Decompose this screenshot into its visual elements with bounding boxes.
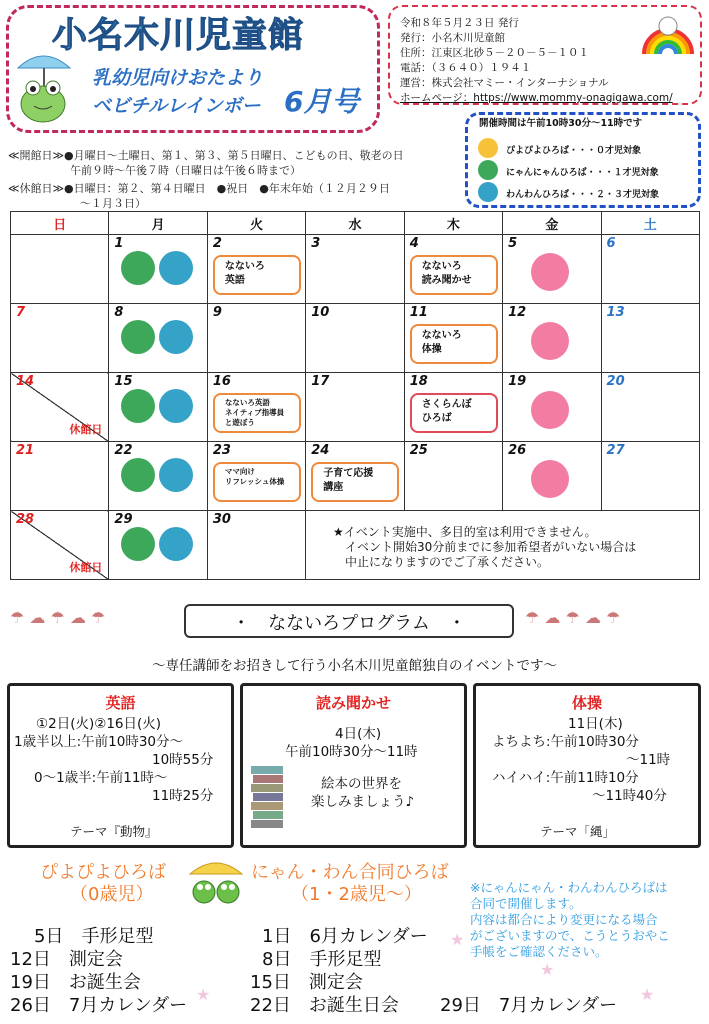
- calendar-day: [503, 442, 601, 511]
- calendar-day: [207, 511, 305, 580]
- day-number: 2: [212, 236, 222, 251]
- event-label: ママ向け リフレッシュ体操: [213, 462, 301, 502]
- day-number: 10: [311, 305, 330, 320]
- open-hours: 午前９時～午後７時（日曜日は午後６時まで）: [70, 164, 301, 177]
- page-title: 小名木川児童館: [52, 16, 305, 56]
- exercise-time1: よちよち:午前10時30分: [492, 734, 639, 750]
- closed-days-cont: ～１月３日）: [80, 197, 146, 210]
- program-english: [7, 683, 234, 848]
- hiroba-note: ※にゃんにゃん・わんわんひろばは 合同で開催します。 内容は都合により変更になる場合 がございますので、こうとうおやこ 手帳をご確認ください。: [470, 880, 670, 959]
- dog-icon: [159, 389, 193, 423]
- day-number: 24: [311, 443, 330, 458]
- day-number: 25: [409, 443, 428, 458]
- piyo-item: 26日 7月カレンダー: [10, 995, 188, 1016]
- calendar-week: [11, 304, 700, 373]
- day-number: 19: [508, 374, 527, 389]
- day-number: 9: [212, 305, 222, 320]
- day-number: 16: [212, 374, 231, 389]
- dog-icon: [159, 527, 193, 561]
- day-number: 12: [508, 305, 527, 320]
- program-exercise-heading: 体操: [571, 694, 602, 712]
- calendar-note: ★イベント実施中、多目的室は利用できません。 イベント開始30分前までに参加希望者がいない場合は 中止になりますのでご了承ください。: [333, 525, 637, 569]
- event-label: なないろ 体操: [410, 324, 498, 364]
- program-reading: [240, 683, 467, 848]
- reading-desc1: 絵本の世界を: [321, 776, 402, 792]
- hours-item-piyo: ぴよぴよひろば・・・０才児対象: [506, 146, 642, 156]
- book-stack-illustration: [249, 762, 285, 832]
- calendar-day: [306, 304, 404, 373]
- hours-item-wan: わんわんひろば・・・２・３才児対象: [506, 190, 660, 200]
- star-decoration: ★: [640, 985, 655, 1004]
- calendar-day: [109, 304, 207, 373]
- calendar-day: [404, 304, 502, 373]
- reading-date: 4日(木): [335, 726, 382, 742]
- chick-icon: [531, 391, 569, 429]
- program-reading-heading: 読み聞かせ: [315, 694, 391, 712]
- program-english-heading: 英語: [105, 694, 136, 712]
- event-label: なないろ英語 ネイティブ指導員 と遊ぼう: [213, 393, 301, 433]
- day-number: 4: [409, 236, 419, 251]
- cat-icon: [121, 527, 155, 561]
- chick-icon: [531, 460, 569, 498]
- rainbow-logo: [640, 10, 696, 62]
- newsletter-name: ベビチルレインボー: [92, 95, 261, 117]
- calendar-day: [109, 373, 207, 442]
- exercise-time2: ハイハイ:午前11時10分: [492, 770, 639, 786]
- english-dates: ①2日(火)②16日(火): [36, 716, 162, 732]
- calendar-day: [207, 304, 305, 373]
- calendar-day: [601, 235, 699, 304]
- closed-label: 休館日: [69, 561, 103, 574]
- exercise-theme: テーマ「縄」: [540, 824, 616, 839]
- program-title: ・ なないろプログラム ・: [232, 613, 466, 634]
- calendar-day: [601, 304, 699, 373]
- day-number: 13: [606, 305, 625, 320]
- event-label: さくらんぼ ひろば: [410, 393, 498, 433]
- chick-icon: [478, 138, 498, 158]
- weekday-header: 金: [503, 212, 601, 235]
- dog-icon: [159, 320, 193, 354]
- operator: 運営：株式会社マミー・インターナショナル: [400, 77, 609, 89]
- day-number: 20: [606, 374, 625, 389]
- day-number: 3: [311, 236, 321, 251]
- calendar-day: [404, 442, 502, 511]
- nyan-item: 22日 お誕生日会: [250, 995, 399, 1016]
- nyan-item: 29日 7月カレンダー: [440, 995, 618, 1016]
- calendar-day: [601, 442, 699, 511]
- chick-icon: [531, 322, 569, 360]
- program-subtitle: ～専任講師をお招きして行う小名木川児童館独自のイベントです～: [152, 658, 557, 674]
- umbrella-decoration-right: ☂ ☁ ☂ ☁ ☂: [525, 608, 621, 627]
- frogs-umbrella-illustration: [186, 856, 246, 910]
- calendar-day: [404, 373, 502, 442]
- day-number: 1: [114, 236, 124, 251]
- exercise-time2-end: ～11時40分: [592, 788, 667, 804]
- closed-days: ≪休館日≫●日曜日：第２、第４日曜日 ●祝日 ●年末年始（１２月２９日: [8, 182, 390, 195]
- hours-title: 開催時間は午前10時30分～11時です: [479, 118, 643, 129]
- day-number: 17: [311, 374, 330, 389]
- calendar-day: [601, 373, 699, 442]
- calendar-day: [306, 373, 404, 442]
- reading-desc2: 楽しみましょう♪: [311, 794, 415, 810]
- day-number: 6: [606, 236, 616, 251]
- calendar-week: [11, 442, 700, 511]
- cat-icon: [121, 251, 155, 285]
- calendar-day: [503, 235, 601, 304]
- weekday-header: 水: [306, 212, 404, 235]
- nyan-age: （1・2歳児～）: [291, 884, 422, 905]
- calendar-day: [11, 442, 109, 511]
- star-decoration: ★: [450, 930, 465, 949]
- nyan-title: にゃん・わん合同ひろば: [251, 862, 449, 883]
- calendar-day: [207, 235, 305, 304]
- nyan-item: 1日 6月カレンダー: [262, 926, 428, 947]
- chick-icon: [531, 253, 569, 291]
- publisher: 発行：小名木川児童館: [400, 32, 505, 44]
- calendar-day: [11, 511, 109, 580]
- english-time2: 0～1歳半:午前11時～: [34, 770, 168, 786]
- english-time1-end: 10時55分: [152, 752, 214, 768]
- calendar-day: [207, 373, 305, 442]
- newsletter-subtitle: 乳幼児向けおたより: [92, 67, 264, 89]
- issue-date: 令和８年５月２３日 発行: [400, 17, 519, 29]
- calendar-day: [11, 373, 109, 442]
- calendar-day: [109, 511, 207, 580]
- weekday-header: 日: [11, 212, 109, 235]
- day-number: 14: [16, 374, 35, 389]
- event-label: なないろ 読み聞かせ: [410, 255, 498, 295]
- calendar-day: [306, 442, 404, 511]
- cat-icon: [121, 458, 155, 492]
- day-number: 28: [16, 512, 35, 527]
- cat-icon: [121, 320, 155, 354]
- star-decoration: ★: [540, 960, 555, 979]
- dog-icon: [159, 458, 193, 492]
- day-number: 11: [409, 305, 428, 320]
- homepage-link[interactable]: ホームページ：https://www.mommy-onagigawa.com/: [400, 92, 673, 104]
- weekday-header: 月: [109, 212, 207, 235]
- weekday-header: 木: [404, 212, 502, 235]
- piyo-title: ぴよぴよひろば: [40, 862, 166, 883]
- phone: 電話：（３６４０）１９４１: [400, 62, 532, 74]
- day-number: 23: [212, 443, 231, 458]
- dog-icon: [478, 182, 498, 202]
- weekday-header: 火: [207, 212, 305, 235]
- calendar-day: [503, 304, 601, 373]
- exercise-date: 11日(木): [568, 716, 623, 732]
- closed-label: 休館日: [69, 423, 103, 436]
- calendar-day: [11, 235, 109, 304]
- piyo-item: 5日 手形足型: [34, 926, 154, 947]
- day-number: 21: [16, 443, 35, 458]
- day-number: 22: [114, 443, 133, 458]
- english-time2-end: 11時25分: [152, 788, 214, 804]
- nyan-item: 8日 手形足型: [262, 949, 382, 970]
- open-days: ≪開館日≫●月曜日～土曜日、第１、第３、第５日曜日、こどもの日、敬老の日: [8, 149, 404, 162]
- calendar-day: [109, 442, 207, 511]
- piyo-item: 19日 お誕生会: [10, 972, 141, 993]
- day-number: 26: [508, 443, 527, 458]
- calendar-day: [503, 373, 601, 442]
- address: 住所：江東区北砂５－２０－５－１０１: [400, 47, 589, 59]
- event-label: なないろ 英語: [213, 255, 301, 295]
- calendar-day: [404, 235, 502, 304]
- reading-time: 午前10時30分～11時: [285, 744, 418, 760]
- english-time1: 1歳半以上:午前10時30分～: [14, 734, 183, 750]
- english-theme: テーマ『動物』: [70, 824, 158, 839]
- day-number: 18: [409, 374, 428, 389]
- calendar-week: [11, 373, 700, 442]
- day-number: 8: [114, 305, 124, 320]
- hours-item-nyan: にゃんにゃんひろば・・・１才児対象: [506, 168, 659, 178]
- program-exercise: [473, 683, 701, 848]
- day-number: 29: [114, 512, 133, 527]
- day-number: 7: [16, 305, 26, 320]
- frog-umbrella-illustration: [12, 46, 74, 126]
- calendar-day: [306, 235, 404, 304]
- day-number: 5: [508, 236, 518, 251]
- cat-icon: [478, 160, 498, 180]
- calendar-day: [109, 235, 207, 304]
- umbrella-decoration-left: ☂ ☁ ☂ ☁ ☂: [10, 608, 106, 627]
- day-number: 30: [212, 512, 231, 527]
- star-decoration: ★: [196, 985, 211, 1004]
- calendar-day: [207, 442, 305, 511]
- event-label: 子育て応援 講座: [311, 462, 399, 502]
- dog-icon: [159, 251, 193, 285]
- calendar-week: [11, 235, 700, 304]
- piyo-item: 12日 測定会: [10, 949, 123, 970]
- cat-icon: [121, 389, 155, 423]
- piyo-age: （0歳児）: [70, 884, 154, 905]
- nyan-item: 15日 測定会: [250, 972, 363, 993]
- day-number: 15: [114, 374, 133, 389]
- day-number: 27: [606, 443, 625, 458]
- weekday-header: 土: [601, 212, 699, 235]
- calendar-day: [11, 304, 109, 373]
- exercise-time1-end: ～11時: [626, 752, 671, 768]
- issue-month: 6月号: [284, 85, 360, 118]
